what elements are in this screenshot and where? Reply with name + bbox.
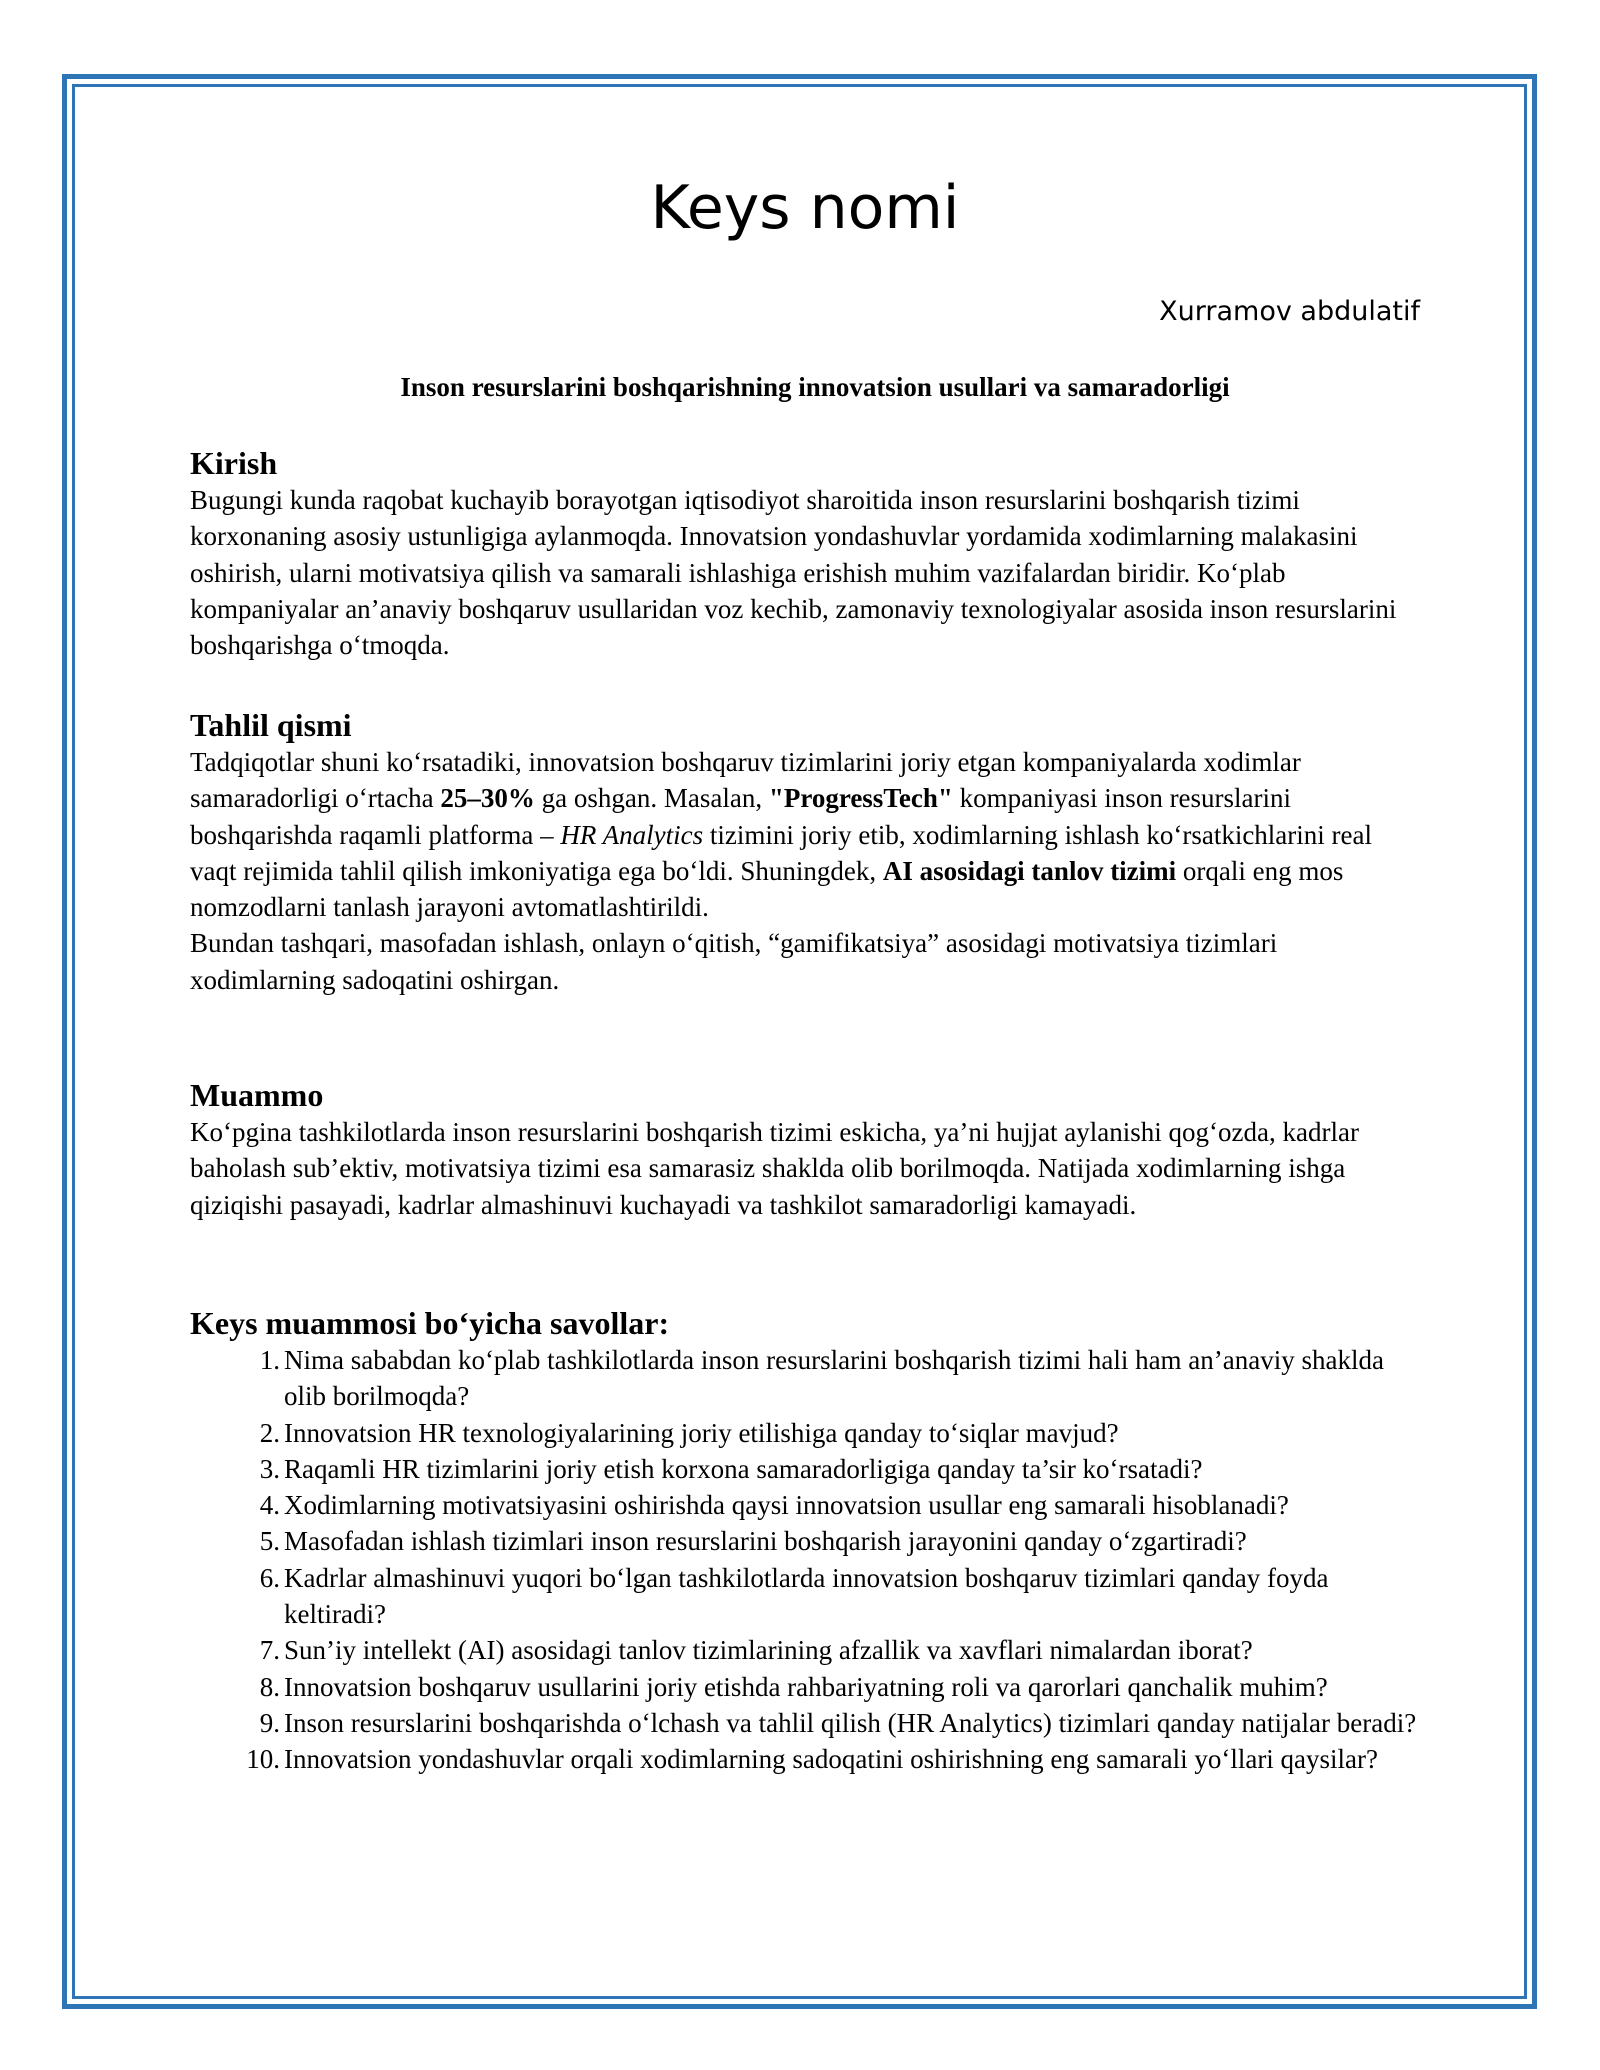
text-run: tizimini joriy etib, xodimlarning ishlash ko‘rsatkichlarini real vaqt rejimida tahlil qilish imkoniyatiga ega bo‘ldi. Shuningdek, [190, 819, 1372, 886]
list-item [190, 1632, 1420, 1668]
list-item-number: 6. [259, 1562, 280, 1593]
list-item-number: 4. [259, 1490, 280, 1521]
list-item [190, 1705, 1420, 1741]
list-item [190, 1669, 1420, 1705]
section-savollar [190, 1304, 1420, 1778]
questions-list [190, 1342, 1420, 1778]
section-muammo [190, 1076, 1420, 1223]
section-heading-muammo: Muammo [190, 1077, 324, 1113]
list-item-number: 5. [259, 1526, 280, 1557]
document-title: Keys nomi [650, 173, 960, 243]
section-heading-kirish: Kirish [190, 445, 278, 481]
list-item-text: Innovatsion HR texnologiyalarining joriy etilishiga qanday to‘siqlar mavjud? [284, 1417, 1119, 1448]
section-text-tahlil-1 [190, 744, 1420, 925]
list-item-text: Sun’iy intellekt (AI) asosidagi tanlov tizimlarining afzallik va xavflari nimalardan iborat? [284, 1635, 1253, 1666]
section-text-kirish: Bugungi kunda raqobat kuchayib borayotgan iqtisodiyot sharoitida inson resurslarini boshqarish tizimi korxonaning asosiy ustunligiga aylanmoqda. Innovatsion yondashuvlar yordamida xodimlarning malakasini oshirish, ularni motivatsiya qilish va samarali ishlashiga erishish muhim vazifalardan biridir. Ko‘plab kompaniyalar an’anaviy boshqaruv usullaridan voz kechib, zamonaviy texnologiyalar asosida inson resurslarini boshqarishga o‘tmoqda. [190, 485, 1397, 661]
document-author: Xurramov abdulatif [1159, 296, 1420, 327]
highlight-percent: 25–30% [440, 783, 535, 814]
list-item-text: Xodimlarning motivatsiyasini oshirishda qaysi innovatsion usullar eng samarali hisoblanadi? [284, 1490, 1289, 1521]
list-item-number: 1. [259, 1345, 280, 1375]
list-item-number: 8. [259, 1671, 280, 1702]
list-item [190, 1451, 1420, 1487]
list-item [190, 1415, 1420, 1451]
list-item-number: 7. [259, 1635, 280, 1666]
section-kirish [190, 444, 1420, 663]
section-tahlil [190, 706, 1420, 998]
list-item-number: 9. [259, 1707, 280, 1738]
list-item-number: 3. [259, 1453, 280, 1484]
list-item-text: Nima sababdan ko‘plab tashkilotlarda inson resurslarini boshqarish tizimi hali ham an’anaviy shaklda olib borilmoqda? [284, 1345, 1384, 1412]
list-item-text: Raqamli HR tizimlarini joriy etish korxona samaradorligiga qanday ta’sir ko‘rsatadi? [284, 1453, 1203, 1484]
text-run: Tadqiqotlar shuni ko‘rsatadiki, innovatsion boshqaruv tizimlarini joriy etgan kompaniyalarda xodimlar samaradorligi o‘rtacha [190, 747, 1301, 814]
list-item [190, 1560, 1420, 1633]
list-item-text: Kadrlar almashinuvi yuqori bo‘lgan tashkilotlarda innovatsion boshqaruv tizimlari qanday foyda keltiradi? [284, 1562, 1329, 1630]
text-run: orqali eng mos nomzodlarni tanlash jarayoni avtomatlashtirildi. [190, 855, 1344, 923]
list-item-text: Innovatsion yondashuvlar orqali xodimlarning sadoqatini oshirishning eng samarali yo‘llari qaysilar? [284, 1744, 1379, 1775]
list-item-text: Inson resurslarini boshqarishda o‘lchash va tahlil qilish (HR Analytics) tizimlari qanday natijalar beradi? [284, 1707, 1417, 1738]
highlight-platform: HR Analytics [560, 819, 704, 850]
list-item [190, 1487, 1420, 1523]
highlight-company: "ProgressTech" [768, 783, 953, 814]
section-heading-tahlil: Tahlil qismi [190, 707, 352, 743]
list-item-text: Innovatsion boshqaruv usullarini joriy etishda rahbariyatning roli va qarorlari qanchalik muhim? [284, 1671, 1328, 1702]
list-item-number: 2. [259, 1417, 280, 1448]
list-item [190, 1523, 1420, 1559]
document-subtitle: Inson resurslarini boshqarishning innovatsion usullari va samaradorligi [400, 372, 1230, 402]
section-text-muammo: Ko‘pgina tashkilotlarda inson resurslarini boshqarish tizimi eskicha, ya’ni hujjat aylanishi qog‘ozda, kadrlar baholash sub’ektiv, motivatsiya tizimi esa samarasiz shaklda olib borilmoqda. Natijada xodimlarning ishga qiziqishi pasayadi, kadrlar almashinuvi kuchayadi va tashkilot samaradorligi kamayadi. [190, 1117, 1359, 1220]
list-item [190, 1741, 1420, 1777]
list-item-text: Masofadan ishlash tizimlari inson resurslarini boshqarish jarayonini qanday o‘zgartiradi? [284, 1526, 1247, 1557]
section-text-tahlil-2: Bundan tashqari, masofadan ishlash, onlayn o‘qitish, “gamifikatsiya” asosidagi motivatsiya tizimlari xodimlarning sadoqatini oshirgan. [190, 928, 1278, 995]
list-item-number: 10. [246, 1744, 280, 1775]
text-run: kompaniyasi inson resurslarini boshqarishda raqamli platforma – [190, 783, 1292, 850]
text-run: ga oshgan. Masalan, [534, 783, 769, 814]
section-heading-savollar: Keys muammosi bo‘yicha savollar: [190, 1305, 670, 1341]
list-item [190, 1342, 1420, 1415]
highlight-ai: AI asosidagi tanlov tizimi [882, 855, 1177, 886]
